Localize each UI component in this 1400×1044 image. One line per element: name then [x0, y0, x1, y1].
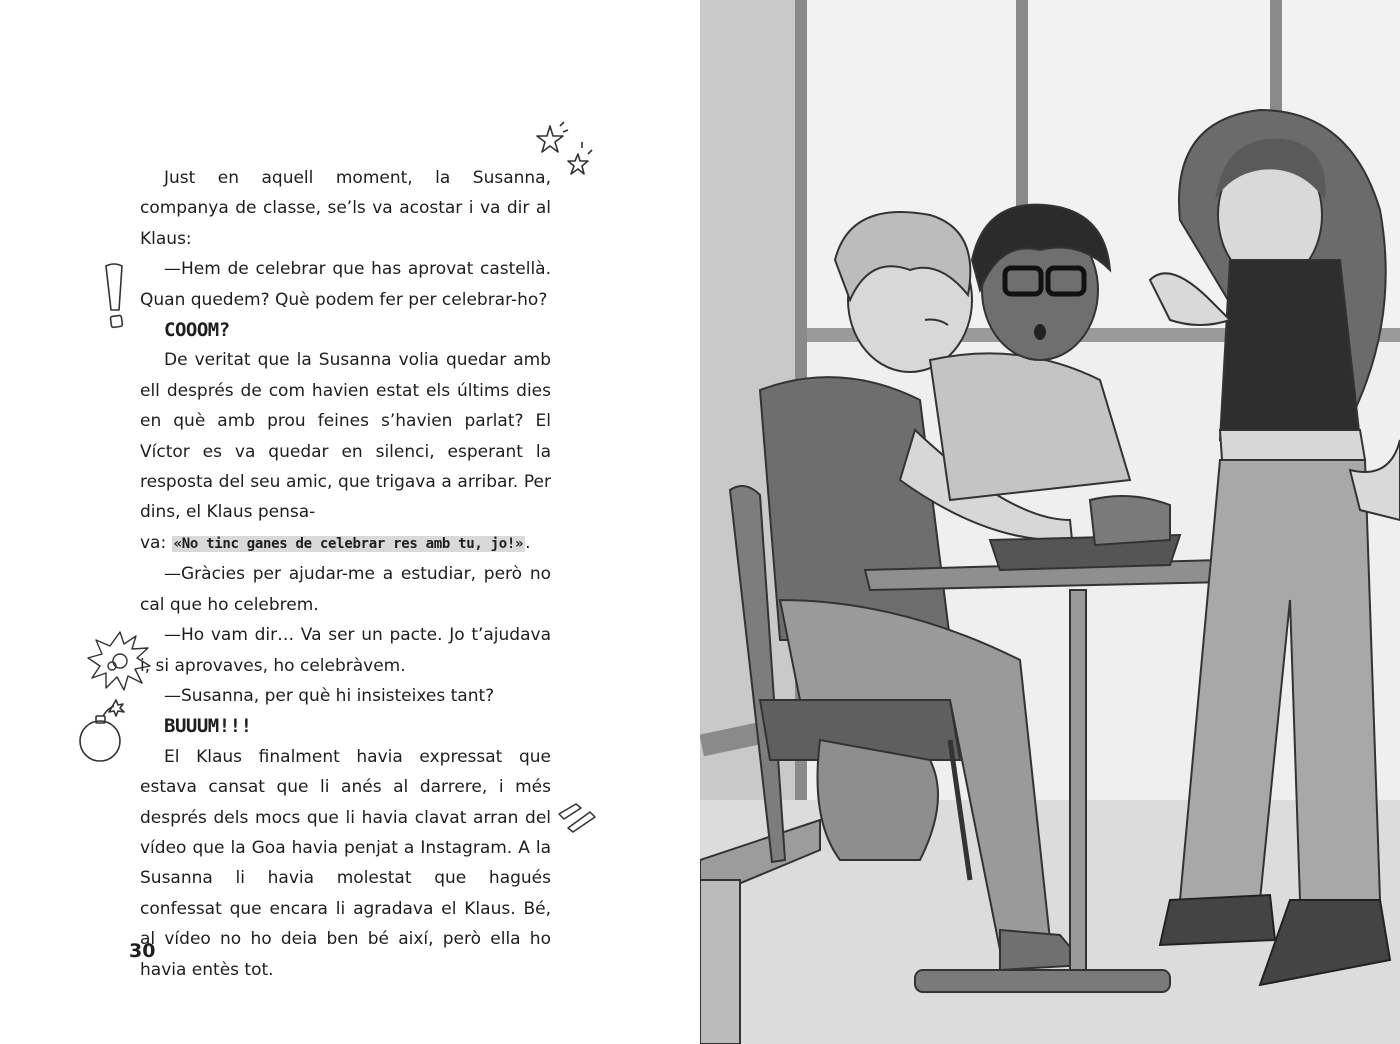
exclamation-doodle-icon — [100, 262, 134, 334]
paragraph: De veritat que la Susanna volia quedar amb ell després de com havien estat els últims dies en què amb prou feines s’havien parlat? El Víctor es va quedar en silenci, esperant la resposta del seu amic, que trigava a arribar. Per dins, el Klaus pensa- — [140, 350, 551, 523]
sound-effect: BUUUM!!! — [164, 715, 252, 738]
paragraph: —Susanna, per què hi insisteixes tant? — [164, 685, 495, 706]
body-text — [140, 163, 551, 985]
thought-prefix: va: — [140, 532, 172, 553]
thought-highlight: «No tinc ganes de celebrar res amb tu, jo!» — [173, 535, 524, 552]
page-number: 30 — [129, 940, 156, 962]
paragraph-continuation — [140, 528, 551, 559]
paragraph: —Ho vam dir… Va ser un pacte. Jo t’ajudava i, si aprovaves, ho celebràvem. — [140, 625, 551, 676]
thought-suffix: . — [525, 532, 531, 553]
paragraph: Just en aquell moment, la Susanna, companya de classe, se’ls va acostar i va dir al Klaus: — [140, 168, 551, 249]
speed-lines-doodle-icon — [556, 800, 600, 836]
paragraph: —Hem de celebrar que has aprovat castellà. Quan quedem? Què podem fer per celebrar-ho? — [140, 259, 551, 310]
classroom-illustration — [700, 0, 1400, 1044]
paragraph: —Gràcies per ajudar-me a estudiar, però no cal que ho celebrem. — [140, 564, 551, 615]
sound-effect: COOOM? — [164, 319, 230, 342]
bomb-doodle-icon — [76, 694, 132, 764]
right-page — [700, 0, 1400, 1044]
paragraph: El Klaus finalment havia expressat que estava cansat que li anés al darrere, i més després dels mocs que li havia clavat arran del vídeo que la Goa havia penjat a Instagram. A la Susanna li havia molestat que hagués confessat que encara li agradava el Klaus. Bé, al vídeo no ho deia ben bé així, però ella ho havia entès tot. — [140, 746, 551, 980]
